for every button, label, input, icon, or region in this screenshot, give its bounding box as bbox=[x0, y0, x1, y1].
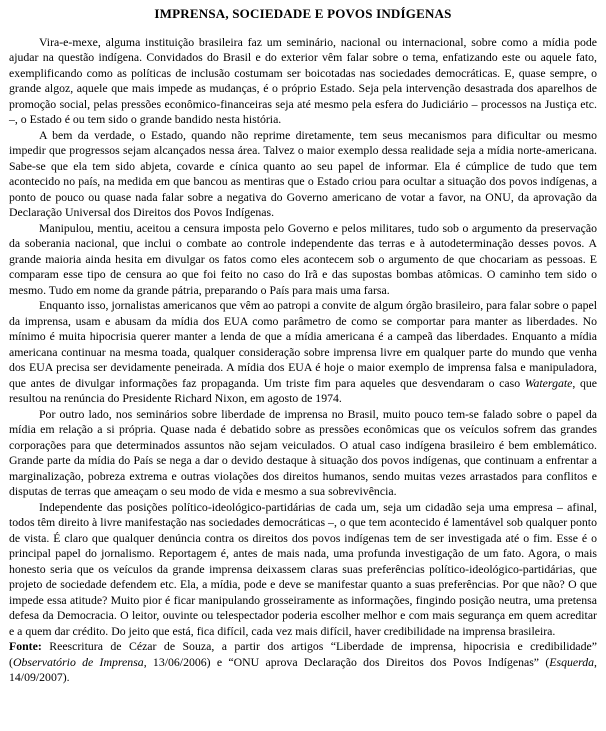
text-segment: Vira-e-mexe, alguma instituição brasileira faz um seminário, nacional ou internacional, sobre como a mídia pode ajudar na questão indígena. Convidados do Brasil e do exterior vêm falar sobre o tema, enfatizando este ou aquele fato, exemplificando como as políticas de inclusão costumam ser boicotadas nas sociedades democráticas. E, quase sempre, o grande algoz, aquele que mais impede as mudanças, é o próprio Estado. Seja pela intervenção desastrada dos aparelhos de promoção social, pelas pressões econômico-financeiras seja até mesmo pela esfera do Judiciário – processos na Justiça etc. –, o Estado é ou tem sido o grande bandido nesta história. bbox=[9, 34, 597, 126]
text-segment: Enquanto isso, jornalistas americanos que vêm ao patropi a convite de algum órgão brasileiro, para falar sobre o papel da imprensa, usam e abusam da mídia dos EUA como parâmetro de como se comportar para manter as liberdades. No mínimo é muita hipocrisia querer manter a lenda de que a mídia americana é a campeã das liberdades. Enquanto a mídia americana continuar na mesma toada, qualquer consideração sobre imprensa livre em qualquer parte do mundo que venha dos EUA precisa ser devidamente peneirada. A mídia dos EUA é hoje o maior exemplo de imprensa falsa e manipuladora, que antes de divulgar informações faz propaganda. Um triste fim para aqueles que desvendaram o caso bbox=[9, 298, 597, 390]
text-segment: A bem da verdade, o Estado, quando não reprime diretamente, tem seus mecanismos para dificultar ou mesmo impedir que progressos sejam alcançados nessa área. Talvez o maior exemplo dessa realidade seja a mídia norte-americana. Sabe-se que ela tem sido abjeta, covarde e cínica quanto ao seu papel de informar. Ela é cúmplice de tudo que tem acontecido no país, na medida em que bancou as mentiras que o Estado criou para ocultar a situação dos povos indígenas, a ponto de pouco ou quase nada falar sobre a negativa do Governo americano de votar a favor, na ONU, da aprovação da Declaração Universal dos Direitos dos Povos Indígenas. bbox=[9, 127, 597, 219]
text-segment: Independente das posições político-ideológico-partidárias de cada um, seja um cidadão seja uma empresa – afinal, todos têm direito à livre manifestação nas sociedades democráticas –, o que tem acontecido é lamentável sob qualquer ponto de vista. É claro que qualquer denúncia contra os direitos dos povos indígenas tem de ser investigada até o fim. Esse é o principal papel do jornalismo. Reportagem é, antes de mais nada, uma profunda investigação de um fato. Agora, o mais honesto seria que os veículos da grande imprensa deixassem claras suas preferências político-ideológico-partidárias, que projeto de sociedade defendem etc. Ela, a mídia, pode e deve se manifestar quanto a suas preferências. Por que não? O que impede essa atitude? Muito pior é ficar manipulando grosseiramente as informações, fingindo posição neutra, uma pretensa defesa da Democracia. O leitor, ouvinte ou telespectador poderia escolher melhor e com mais segurança em quem acreditar e a quem dar crédito. Do jeito que está, fica difícil, cada vez mais difícil, haver credibilidade na imprensa brasileira. bbox=[9, 499, 597, 638]
text-segment: Watergate bbox=[524, 375, 573, 390]
source-note bbox=[9, 639, 597, 686]
paragraph-censorship bbox=[9, 221, 597, 299]
paragraph-brazil-seminars-media bbox=[9, 407, 597, 500]
paragraph-state-mechanisms bbox=[9, 128, 597, 221]
text-segment: Fonte: bbox=[9, 639, 42, 653]
text-segment: Por outro lado, nos seminários sobre liberdade de imprensa no Brasil, muito pouco tem-se falado sobre o papel da mídia em relação a si própria. Quase nada é debatido sobre as pressões econômicas que os veículos sofrem das grandes corporações para que determinados assuntos não sejam veiculados. O atual caso indígena brasileiro é bem emblemático. Grande parte da mídia do País se nega a dar o devido destaque à situação dos povos indígenas, que continuam a enfrentar a marginalização, pobreza extrema e outras violações dos direitos humanos, sendo muitas vezes arrastados para conflitos e disputas de terras que ameaçam o seu modo de vida e mesmo a sua sobrevivência. bbox=[9, 406, 597, 498]
text-segment: , 14/09/2007). bbox=[9, 654, 597, 684]
text-segment: , 13/06/2006) e “ONU aprova Declaração dos Direitos dos Povos Indígenas” ( bbox=[143, 654, 550, 669]
text-segment: Esquerda bbox=[549, 654, 595, 669]
document-title: IMPRENSA, SOCIEDADE E POVOS INDÍGENAS bbox=[154, 6, 452, 21]
text-segment: Reescritura de Cézar de Souza, a partir dos artigos “Liberdade de imprensa, hipocrisia e credibilidade” ( bbox=[9, 639, 597, 669]
text-segment: , que resultou na renúncia do Presidente Richard Nixon, em agosto de 1974. bbox=[9, 375, 597, 405]
paragraph-intro-seminars bbox=[9, 35, 597, 128]
paragraph-us-media-watergate bbox=[9, 298, 597, 407]
text-segment: Observatório de Imprensa bbox=[12, 654, 144, 669]
text-segment: Manipulou, mentiu, aceitou a censura imposta pelo Governo e pelos militares, tudo sob o argumento da preservação da soberania nacional, que inclui o combate ao controle independente das terras e à autodeterminação desses povos. A grande maioria ainda hesita em divulgar os fatos como eles acontecem sob o argumento de que chocariam as pessoas. E comparam esse tipo de censura ao que foi feito no caso do Irã e das supostas bombas atômicas. O caminho tem sido o mesmo. Tudo em nome da grande pátria, preparando o País para mais uma farsa. bbox=[9, 220, 597, 297]
paragraph-press-preferences bbox=[9, 500, 597, 640]
